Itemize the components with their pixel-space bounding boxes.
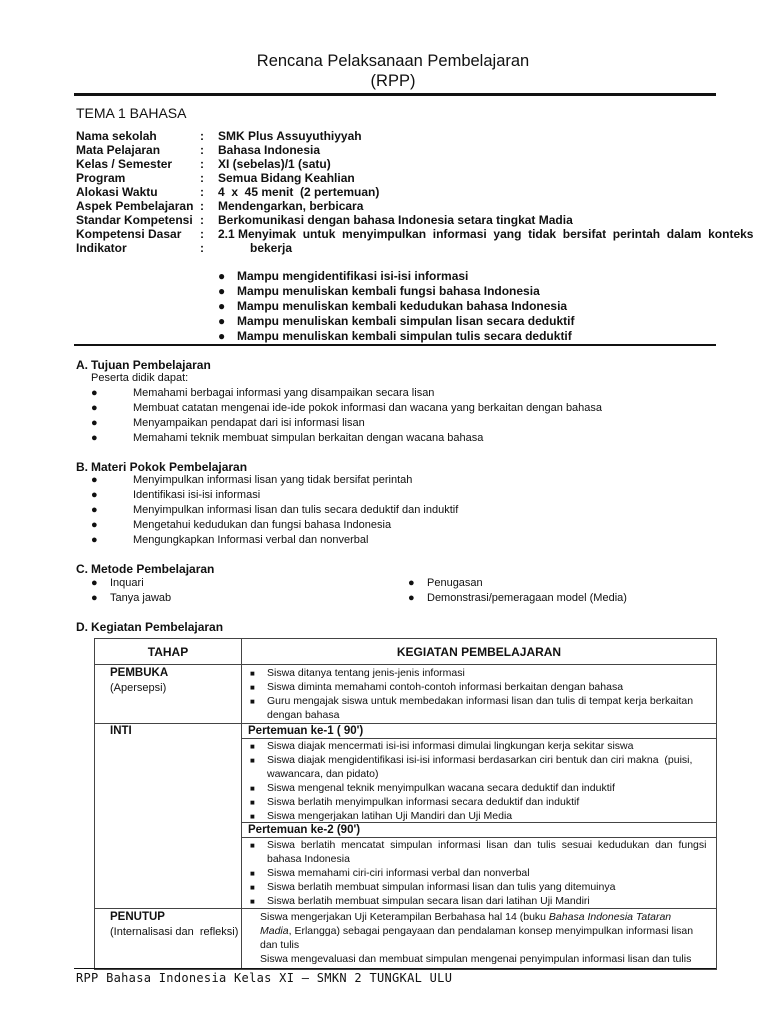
document-subtitle: (RPP) — [370, 72, 416, 90]
identity-label: Standar Kompetensi — [76, 213, 193, 227]
kompetensi-dasar-text: 2.1 Menyimak untuk menyimpulkan informasi yang tidak bersifat perintah dalam konteks — [218, 227, 754, 241]
square-bullet-icon: ■ — [250, 841, 255, 850]
document-page: Rencana Pelaksanaan Pembelajaran (RPP) TEMA 1 BAHASA Nama sekolah : SMK Plus Assuyuthiyyah Mata Pelajaran : Bahasa Indonesia Kelas / Semester : XI (sebelas)/1 (satu) Program : Semua Bidang Keahlian Alokasi Waktu : 4 x 45 menit (2 pertemuan) Aspek Pembelajaran : Mendengarkan, berbicara Standar Kompetensi : Berkomunikasi dengan bahasa Indonesia setara tingkat Madia Kompetensi Dasar : Indikator : 2.1 Menyimak untuk menyimpulkan informasi yang tidak bersifat perintah dalam konteks bekerja ● Mampu mengidentifikasi isi-isi informasi ● Mampu menuliskan kembali fungsi bahasa Indonesia ● Mampu menuliskan kembali kedudukan bahasa Indonesia ● Mampu menuliskan kembali simpulan lisan secara deduktif ● Mampu menuliskan kembali simpulan tulis secara deduktif A. Tujuan Pembelajaran Peserta didik dapat: ● Memahami berbagai informasi yang disampaikan secara lisan ● Membuat catatan mengenai ide-ide pokok informasi dan wacana yang berkaitan dengan bahasa ● Menyampaikan pendapat dari isi informasi lisan ● Memahami teknik membuat simpulan berkaitan dengan wacana bahasa B. Materi Pokok Pembelajaran ● Menyimpulkan informasi lisan yang tidak bersifat perintah ● Identifikasi isi-isi informasi ● Menyimpulkan informasi lisan dan tulis secara deduktif dan induktif ● Mengetahui kedudukan dan fungsi bahasa Indonesia ● Mengungkapkan Informasi verbal dan nonverbal C. Metode Pembelajaran ● Inquari ● Tanya jawab ● Penugasan ● Demonstrasi/pemeragaan model (Media) D. Kegiatan Pembelajaran TAHAP KEGIATAN PEMBELAJARAN PEMBUKA (Apersepsi) ■ Siswa ditanya tentang jenis-jenis informasi ■ Siswa diminta memahami contoh-contoh informasi berkaitan dengan bahasa ■ Guru mengajak siswa untuk membedakan informasi lisan dan tulis di tempat kerja berkaitan dengan bahasa INTI Pertemuan ke-1 ( 90') ■ Siswa diajak mencermati isi-isi informasi dimulai lingkungan kerja sekitar siswa ■ Siswa diajak mengidentifikasi isi-isi informasi berdasarkan ciri bentuk dan ciri makna (puisi, wawancara, dan pidato) ■ Siswa mengenal teknik menyimpulkan wacana secara deduktif dan induktif ■ Siswa berlatih menyimpulkan informasi secara deduktif dan induktif ■ Siswa mengerjakan latihan Uji Mandiri dan Uji Media Pertemuan ke-2 (90') ■ Siswa berlatih mencatat simpulan informasi lisan dan tulis sesuai kedudukan dan fungsi bahasa Indonesia ■ Siswa memahami ciri-ciri informasi verbal dan nonverbal ■ Siswa berlatih membuat simpulan informasi lisan dan tulis yang ditemuinya ■ Siswa berlatih membuat simpulan secara lisan dari latihan Uji Mandiri PENUTUP (Internalisasi dan refleksi) Siswa mengerjakan Uji Keterampilan Berbahasa hal 14 (buku Bahasa Indonesia Tataran Madia, Erlangga) sebagai pengayaan dan pendalaman konsep menyimpulkan informasi lisan dan tulis Siswa mengevaluasi dan membuat simpulan mengenai penyimpulan informasi lisan dan tulis RPP Bahasa Indonesia Kelas XI – SMKN 2 TUNGKAL ULU — [0, 0, 768, 1024]
identity-value: SMK Plus Assuyuthiyyah — [218, 129, 362, 143]
square-bullet-icon: ■ — [250, 784, 255, 793]
bullet-icon: ● — [91, 402, 98, 414]
closing-text: Siswa mengevaluasi dan membuat simpulan mengenai penyimpulan informasi lisan dan tulis — [260, 953, 692, 965]
bullet-icon: ● — [91, 432, 98, 444]
identity-label: Nama sekolah — [76, 129, 157, 143]
square-bullet-icon: ■ — [250, 669, 255, 678]
identity-value: Bahasa Indonesia — [218, 143, 321, 157]
meeting-2-heading: Pertemuan ke-2 (90') — [248, 824, 361, 836]
meeting-1-heading: Pertemuan ke-1 ( 90') — [248, 725, 364, 737]
bullet-icon: ● — [91, 504, 98, 516]
closing-text: dan tulis — [260, 939, 300, 951]
identity-value: 4 x 45 menit (2 pertemuan) — [218, 185, 380, 199]
identity-label: Aspek Pembelajaran — [76, 199, 194, 213]
identity-value: XI (sebelas)/1 (satu) — [218, 157, 331, 171]
table-divider — [95, 908, 716, 909]
table-divider — [241, 639, 242, 969]
stage-penutup-sub: (Internalisasi dan refleksi) — [110, 926, 239, 938]
bullet-icon: ● — [218, 269, 226, 283]
table-header-tahap: TAHAP — [147, 645, 189, 659]
bullet-icon: ● — [91, 489, 98, 501]
stage-inti: INTI — [110, 725, 132, 737]
identity-colon: : — [200, 143, 204, 157]
stage-penutup: PENUTUP — [110, 911, 165, 923]
document-title: Rencana Pelaksanaan Pembelajaran — [256, 52, 530, 70]
bullet-icon: ● — [218, 329, 226, 343]
bullet-icon: ● — [408, 577, 415, 589]
identity-label: Program — [76, 171, 126, 185]
identity-colon: : — [200, 157, 204, 171]
identity-colon: : — [200, 171, 204, 185]
bullet-icon: ● — [91, 474, 98, 486]
bullet-icon: ● — [91, 417, 98, 429]
footer-rule — [74, 968, 716, 969]
table-header-kegiatan: KEGIATAN PEMBELAJARAN — [396, 645, 562, 659]
bullet-icon: ● — [218, 314, 226, 328]
identity-label: Kompetensi Dasar — [76, 227, 182, 241]
square-bullet-icon: ■ — [250, 697, 255, 706]
square-bullet-icon: ■ — [250, 742, 255, 751]
square-bullet-icon: ■ — [250, 869, 255, 878]
identity-value: Mendengarkan, berbicara — [218, 199, 364, 213]
bullet-icon: ● — [91, 577, 98, 589]
tema-heading: TEMA 1 BAHASA — [76, 105, 187, 121]
table-divider — [95, 723, 716, 724]
bullet-icon: ● — [218, 299, 226, 313]
square-bullet-icon: ■ — [250, 798, 255, 807]
identity-value: Berkomunikasi dengan bahasa Indonesia setara tingkat Madia — [218, 213, 573, 227]
page-footer: RPP Bahasa Indonesia Kelas XI – SMKN 2 TUNGKAL ULU — [76, 971, 453, 985]
square-bullet-icon: ■ — [250, 883, 255, 892]
identity-label: Indikator — [76, 241, 127, 255]
table-divider — [241, 837, 716, 838]
identity-colon: : — [200, 185, 204, 199]
bullet-icon: ● — [408, 592, 415, 604]
identity-rule — [74, 344, 716, 346]
header-rule — [74, 93, 716, 96]
identity-colon: : — [200, 213, 204, 227]
identity-colon: : — [200, 241, 204, 255]
bullet-icon: ● — [91, 592, 98, 604]
bullet-icon: ● — [91, 534, 98, 546]
identity-colon: : — [200, 129, 204, 143]
table-divider — [95, 664, 716, 665]
activity-table: TAHAP KEGIATAN PEMBELAJARAN PEMBUKA (Apersepsi) ■ Siswa ditanya tentang jenis-jenis informasi ■ Siswa diminta memahami contoh-contoh informasi berkaitan dengan bahasa ■ Guru mengajak siswa untuk membedakan informasi lisan dan tulis di tempat kerja berkaitan dengan bahasa INTI Pertemuan ke-1 ( 90') ■ Siswa diajak mencermati isi-isi informasi dimulai lingkungan kerja sekitar siswa ■ Siswa diajak mengidentifikasi isi-isi informasi berdasarkan ciri bentuk dan ciri makna (puisi, wawancara, dan pidato) ■ Siswa mengenal teknik menyimpulkan wacana secara deduktif dan induktif ■ Siswa berlatih menyimpulkan informasi secara deduktif dan induktif ■ Siswa mengerjakan latihan Uji Mandiri dan Uji Media Pertemuan ke-2 (90') ■ Siswa berlatih mencatat simpulan informasi lisan dan tulis sesuai kedudukan dan fungsi bahasa Indonesia ■ Siswa memahami ciri-ciri informasi verbal dan nonverbal ■ Siswa berlatih membuat simpulan informasi lisan dan tulis yang ditemuinya ■ Siswa berlatih membuat simpulan secara lisan dari latihan Uji Mandiri PENUTUP (Internalisasi dan refleksi) Siswa mengerjakan Uji Keterampilan Berbahasa hal 14 (buku Bahasa Indonesia Tataran Madia, Erlangga) sebagai pengayaan dan pendalaman konsep menyimpulkan informasi lisan dan tulis Siswa mengevaluasi dan membuat simpulan mengenai penyimpulan informasi lisan dan tulis — [94, 638, 717, 970]
bullet-icon: ● — [91, 387, 98, 399]
section-a-intro: Peserta didik dapat: — [91, 372, 189, 384]
bullet-icon: ● — [91, 519, 98, 531]
identity-label: Kelas / Semester — [76, 157, 173, 171]
identity-value: Semua Bidang Keahlian — [218, 171, 355, 185]
identity-label: Mata Pelajaran — [76, 143, 161, 157]
table-divider — [241, 738, 716, 739]
stage-pembuka: PEMBUKA — [110, 667, 169, 679]
square-bullet-icon: ■ — [250, 897, 255, 906]
square-bullet-icon: ■ — [250, 812, 255, 821]
bullet-icon: ● — [218, 284, 226, 298]
closing-text: Madia, Erlangga) sebagai pengayaan dan pendalaman konsep menyimpulkan informasi lisan — [260, 925, 694, 937]
kompetensi-dasar-text-cont: bekerja — [250, 241, 293, 255]
identity-label: Alokasi Waktu — [76, 185, 158, 199]
identity-colon: : — [200, 227, 204, 241]
identity-colon: : — [200, 199, 204, 213]
square-bullet-icon: ■ — [250, 683, 255, 692]
closing-text: Siswa mengerjakan Uji Keterampilan Berbahasa hal 14 (buku Bahasa Indonesia Tataran — [260, 911, 672, 923]
stage-pembuka-sub: (Apersepsi) — [110, 682, 167, 694]
square-bullet-icon: ■ — [250, 756, 255, 765]
